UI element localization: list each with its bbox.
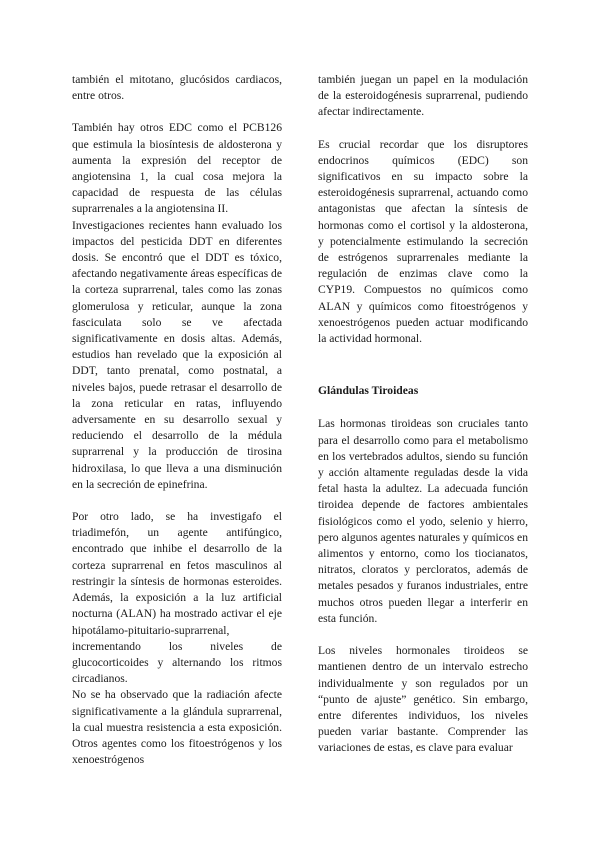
paragraph-mitotano: también el mitotano, glucósidos cardiacos, entre otros. [72,73,282,103]
paragraph-hormonas-tiroideas: Las hormonas tiroideas son cruciales tanto para el desarrollo como para el metabolismo en los vertebrados adultos, siendo su función y acción altamente reguladas desde la vida fetal hasta la adultez. La adecuada función tiroidea depende de factores ambientales fisiológicos como el yodo, selenio y hierro, pero algunos agentes naturales y químicos en alimentos y entorno, como los tiocianatos, nitratos, cloratos y percloratos, además de metales pesados y furanos industriales, entre muchos otros pueden llegar a interferir en esta función. [318,417,528,625]
paragraph-modulacion: también juegan un papel en la modulación de la esteroidogénesis suprarrenal, pudiendo afectar indirectamente. [318,73,528,119]
paragraph-pcb126: También hay otros EDC como el PCB126 que estimula la biosíntesis de aldosterona y aumenta la expresión del receptor de angiotensina 1, la cual cosa mejora la capacidad de respuesta de las células suprarrenales a la angiotensina II. [72,121,282,216]
left-column [72,72,282,768]
paragraph-triadimefon: Por otro lado, se ha investigafo el triadimefón, un agente antifúngico, encontrado que inhibe el desarrollo de la corteza suprarrenal en fetos masculinos al restringir la síntesis de hormonas esteroides. Además, la exposición a la luz artificial nocturna (ALAN) ha mostrado activar el eje hipotálamo-pituitario-suprarrenal, incrementando los niveles de glucocorticoides y alternando los ritmos circadianos. [72,510,282,686]
paragraph-ddt: Investigaciones recientes hann evaluado los impactos del pesticida DDT en diferentes dosis. Se encontró que el DDT es tóxico, afectando negativamente áreas específicas de la corteza suprarrenal, tales como las zonas glomerulosa y reticular, aunque la zona fasciculata solo se ve afectada significativamente en dosis altas. Además, estudios han revelado que la exposición al DDT, tanto prenatal, como postnatal, a niveles bajos, puede retrasar el desarrollo de la zona reticular en ratas, influyendo adversamente en su desarrollo sexual y reduciendo el desarrollo de la médula suprarrenal y la producción de tirosina hidroxilasa, lo que lleva a una disminución en la secreción de epinefrina. [72,218,282,491]
right-column [318,72,528,757]
section-heading-tiroideas: Glándulas Tiroideas [318,384,419,398]
paragraph-edc-summary: Es crucial recordar que los disruptores endocrinos químicos (EDC) son significativos en su impacto sobre la esteroidogénesis suprarrenal, actuando como antagonistas que afectan la síntesis de hormonas como el cortisol y la aldosterona, y potencialmente estimulando la secreción de estrógenos suprarrenales mediante la regulación de enzimas clave como la CYP19. Compuestos no químicos como ALAN y químicos como fitoestrógenos y xenoestrógenos pueden actuar modificando la actividad hormonal. [318,137,528,346]
paragraph-niveles-hormonales: Los niveles hormonales tiroideos se mantienen dentro de un intervalo estrecho individualmente y son regulados por un “punto de ajuste” genético. Sin embargo, entre diferentes individuos, los niveles pueden variar bastante. Comprender las variaciones de estas, es clave para evaluar [318,644,528,755]
paragraph-radiacion: No se ha observado que la radiación afecte significativamente a la glándula suprarrenal, la cual muestra resistencia a esta exposición. Otros agentes como los fitoestrógenos y los xenoestrógenos [72,688,282,767]
